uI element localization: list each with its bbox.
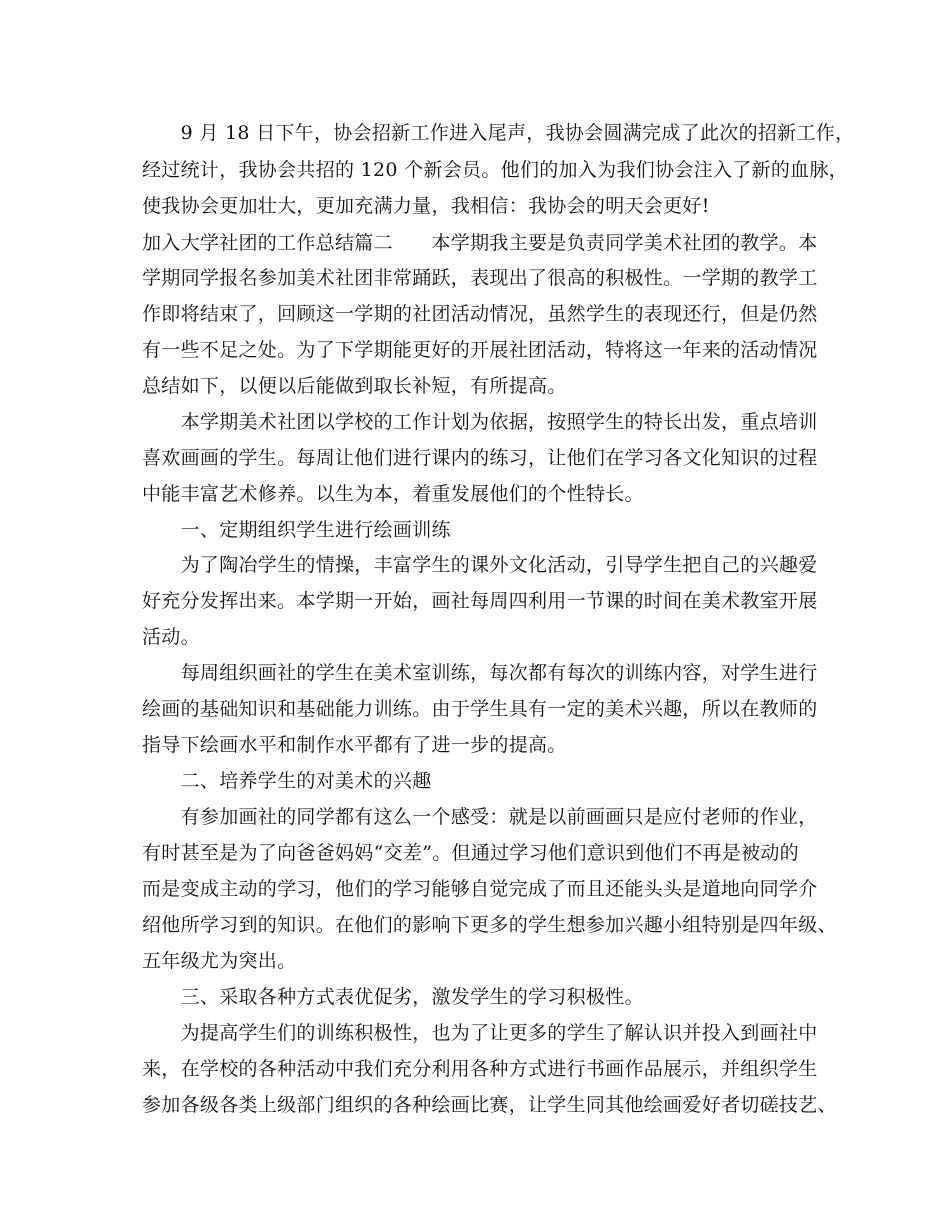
subheading-line: 一、定期组织学生进行绘画训练: [142, 519, 451, 541]
text-line: 为提高学生们的训练积极性，也为了让更多的学生了解认识并投入到画社中: [142, 1022, 818, 1044]
text-line: 为了陶冶学生的情操，丰富学生的课外文化活动，引导学生把自己的兴趣爱: [142, 554, 818, 576]
text-line: 绘画的基础知识和基础能力训练。由于学生具有一定的美术兴趣，所以在教师的: [142, 698, 818, 720]
text-line: 每周组织画社的学生在美术室训练，每次都有每次的训练内容，对学生进行: [142, 662, 818, 684]
text-line: 有时甚至是为了向爸爸妈妈“交差”。但通过学习他们意识到他们不再是被动的: [142, 842, 799, 864]
text-line: 9 月 18 日下午，协会招新工作进入尾声，我协会圆满完成了此次的招新工作，: [142, 122, 855, 144]
subheading-line: 二、培养学生的对美术的兴趣: [142, 770, 432, 792]
text-line: 使我协会更加壮大，更加充满力量，我相信：我协会的明天会更好!: [142, 195, 710, 217]
text-line: 而是变成主动的学习，他们的学习能够自觉完成了而且还能头头是道地向同学介: [142, 878, 818, 900]
text-line: 有一些不足之处。为了下学期能更好的开展社团活动，特将这一年来的活动情况: [142, 339, 818, 361]
text-line: 绍他所学习到的知识。在他们的影响下更多的学生想参加兴趣小组特别是四年级、: [142, 914, 837, 936]
text-line: 作即将结束了，回顾这一学期的社团活动情况，虽然学生的表现还行，但是仍然: [142, 303, 818, 325]
text-line: 有参加画社的同学都有这么一个感受：就是以前画画只是应付老师的作业，: [142, 806, 818, 828]
text-line: 来，在学校的各种活动中我们充分利用各种方式进行书画作品展示，并组织学生: [142, 1058, 818, 1080]
text-line: 五年级尤为突出。: [142, 950, 297, 972]
text-line: 本学期美术社团以学校的工作计划为依据，按照学生的特长出发，重点培训: [142, 411, 818, 433]
text-line: 总结如下，以便以后能做到取长补短，有所提高。: [142, 375, 567, 397]
text-line: 活动。: [142, 626, 200, 648]
text-line: 好充分发挥出来。本学期一开始，画社每周四利用一节课的时间在美术教室开展: [142, 590, 818, 612]
text-line: 中能丰富艺术修养。以生为本，着重发展他们的个性特长。: [142, 483, 644, 505]
section-heading-line: 加入大学社团的工作总结篇二 本学期我主要是负责同学美术社团的教学。本: [142, 232, 818, 254]
text-line: 喜欢画画的学生。每周让他们进行课内的练习，让他们在学习各文化知识的过程: [142, 447, 818, 469]
text-line: 学期同学报名参加美术社团非常踊跃，表现出了很高的积极性。一学期的教学工: [142, 267, 818, 289]
subheading-line: 三、采取各种方式表优促劣，激发学生的学习积极性。: [142, 986, 644, 1008]
text-line: 参加各级各类上级部门组织的各种绘画比赛，让学生同其他绘画爱好者切磋技艺、: [142, 1094, 837, 1116]
text-line: 经过统计，我协会共招的 120 个新会员。他们的加入为我们协会注入了新的血脉，: [142, 159, 849, 181]
text-line: 指导下绘画水平和制作水平都有了进一步的提高。: [142, 734, 567, 756]
